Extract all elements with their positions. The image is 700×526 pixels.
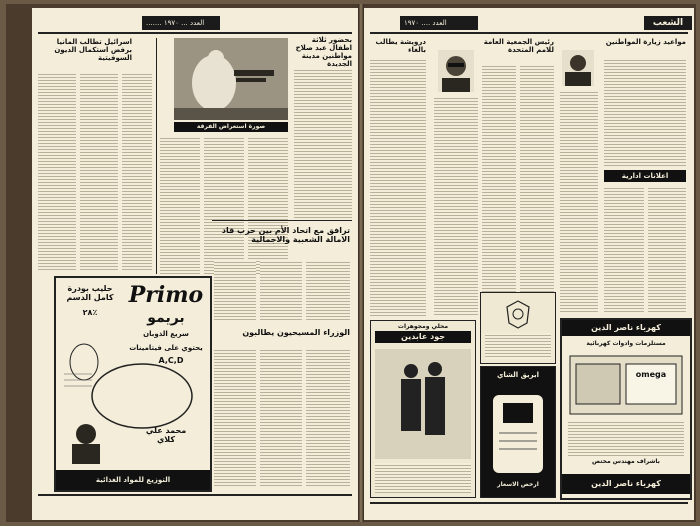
headline-christian-ministers: الوزراء المسيحيون يطالبون bbox=[242, 328, 350, 337]
text-column bbox=[306, 260, 350, 320]
text-column bbox=[520, 64, 554, 314]
nasreddine-electric-ad bbox=[560, 318, 692, 500]
ad-tagline: سريع الذوبان bbox=[143, 330, 189, 338]
left-page bbox=[32, 8, 358, 520]
ad-distributor: محمد علي كلاي bbox=[145, 426, 187, 444]
text-column bbox=[560, 90, 598, 314]
text-column bbox=[370, 58, 426, 318]
right-header-strip: العدد .... ١٩٧٠ bbox=[400, 16, 478, 30]
text-column bbox=[604, 186, 644, 314]
text-column bbox=[204, 136, 244, 274]
photo-caption-band: صورة استعراض الفرقة bbox=[174, 122, 288, 132]
text-column bbox=[604, 58, 686, 168]
ad-percent: ٢٨٪ bbox=[82, 308, 98, 317]
text-column bbox=[260, 348, 302, 488]
text-column bbox=[306, 348, 350, 488]
ad-title: حليب بودرة كامل الدسم bbox=[66, 284, 114, 302]
headline-israel-germany: اسرائيل تطالب المانيا برفض استكمال الديون السوفيتية bbox=[54, 38, 132, 63]
right-page bbox=[364, 8, 694, 520]
electric-ad-sub: مستلزمات وادوات كهربائية bbox=[586, 340, 666, 347]
headline-visits: مواعيد زيارة المواطنين bbox=[605, 38, 686, 46]
notice-text bbox=[375, 463, 471, 493]
crest-icon bbox=[505, 299, 531, 329]
footer-rule bbox=[38, 494, 352, 496]
text-column bbox=[294, 68, 352, 218]
electric-ad-top: كهرباء ناصر الدين bbox=[562, 320, 690, 336]
portrait-photo bbox=[438, 50, 474, 92]
couple-photo bbox=[375, 349, 471, 459]
electric-ad-engineer: باشراف مهندس مختص bbox=[592, 458, 660, 465]
appliance-illustration bbox=[568, 354, 684, 416]
headline-darwish: درويشة يطالب بالغاء bbox=[375, 38, 426, 55]
ad-footer-band: التوزيع للمواد الغذائية bbox=[56, 470, 210, 490]
text-column bbox=[260, 260, 302, 320]
primo-milk-ad bbox=[54, 276, 212, 492]
masthead: الشعب bbox=[644, 16, 692, 30]
headline-un-president: رئيس الجمعية العامة للامم المتحدة bbox=[483, 38, 554, 55]
teapot-icon bbox=[489, 385, 547, 475]
boxer-portrait bbox=[66, 420, 106, 464]
footer-rule bbox=[370, 502, 688, 504]
headline-celebration: بحضور ثلاثة اطفال عبد صلاح مواطنين مدينة الجديدة bbox=[295, 36, 352, 69]
text-column bbox=[38, 72, 76, 272]
text-column bbox=[482, 64, 516, 314]
ad-vitamin-line: يحتوي على فيتامينات bbox=[129, 344, 203, 352]
ad-vitamins: A,C,D bbox=[158, 356, 184, 365]
primo-arabic: بريمو bbox=[147, 310, 185, 326]
jewelry-notice-box bbox=[370, 320, 476, 498]
news-photo bbox=[174, 38, 288, 120]
left-header-strip: ....... العدد ... ١٩٧٠ bbox=[142, 16, 220, 30]
electric-ad-bottom: كهرباء ناصر الدين bbox=[562, 474, 690, 494]
text-column bbox=[214, 260, 256, 320]
milk-can-illustration bbox=[62, 334, 202, 434]
teapot-ad bbox=[480, 366, 556, 498]
text-column bbox=[248, 136, 288, 274]
text-column bbox=[80, 72, 118, 272]
omega-logo: omega bbox=[635, 370, 667, 379]
headline-mid-band: ترافق مع اتحاد الأم بين حرب قاد الامالة الشعبية والاجمالية bbox=[221, 226, 350, 245]
electric-ad-text bbox=[568, 420, 684, 456]
text-column bbox=[434, 96, 478, 316]
portrait-photo bbox=[562, 50, 594, 86]
crest-text bbox=[485, 333, 551, 359]
primo-logo: Primo bbox=[128, 282, 204, 308]
text-column bbox=[214, 348, 256, 488]
header-rule bbox=[38, 32, 352, 34]
text-column bbox=[648, 186, 686, 314]
column-rule bbox=[156, 38, 157, 274]
band-rule bbox=[212, 220, 352, 221]
header-rule bbox=[370, 32, 688, 34]
notice-subtitle: محلي ومجوهرات bbox=[397, 323, 449, 330]
crest-notice bbox=[480, 292, 556, 364]
photo-image bbox=[174, 38, 288, 120]
teapot-ad-line: ارخص الاسعار bbox=[497, 481, 539, 488]
open-newspaper bbox=[6, 4, 696, 522]
text-column bbox=[160, 136, 200, 274]
text-column bbox=[122, 72, 152, 272]
notice-title: جود عابدين bbox=[375, 331, 471, 343]
admin-ads-header: اعلانات ادارية bbox=[604, 170, 686, 182]
teapot-ad-title: ابريق الشاي bbox=[497, 371, 539, 379]
